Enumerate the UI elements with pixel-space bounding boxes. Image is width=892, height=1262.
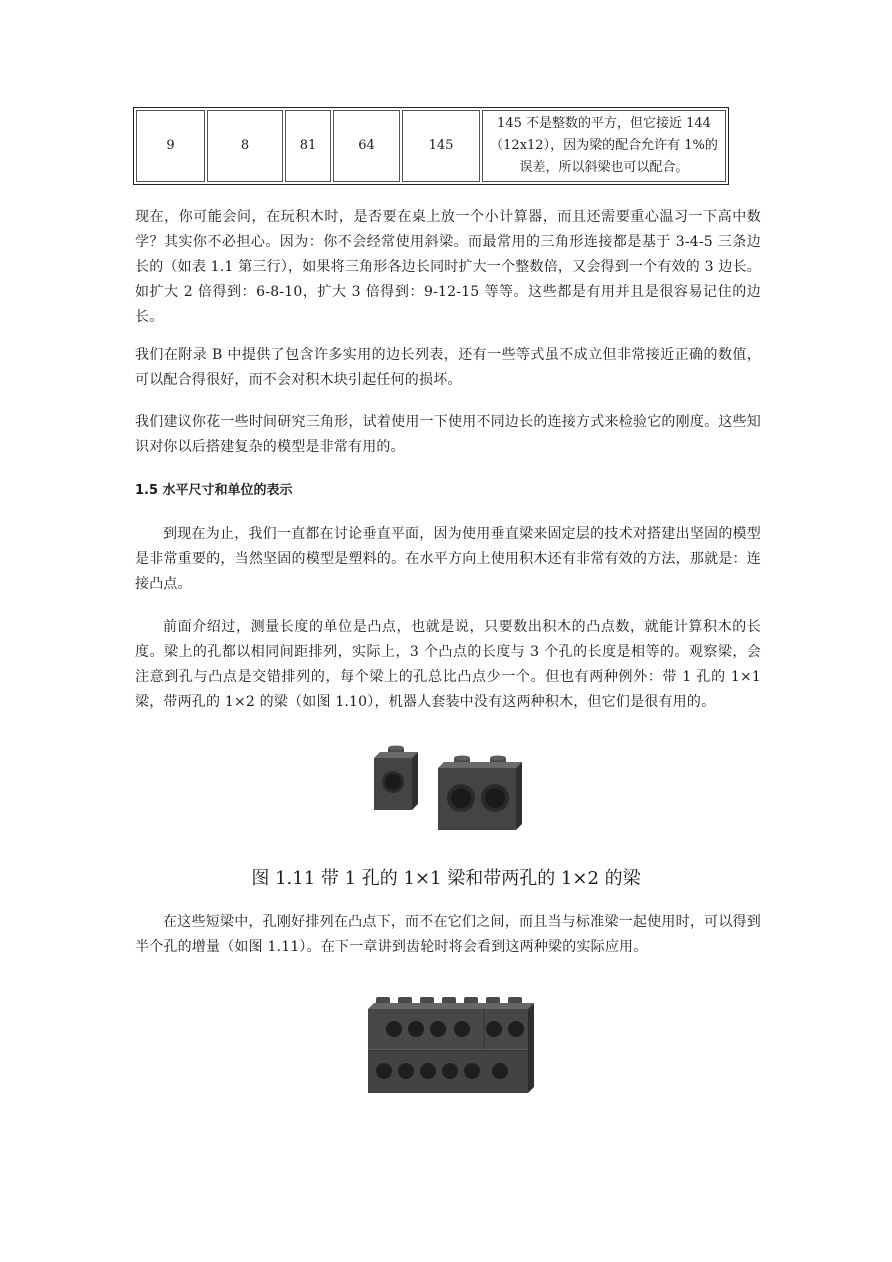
table-cell: 145 [402, 110, 480, 182]
paragraph: 我们建议你花一些时间研究三角形，试着使用一下使用不同边长的连接方式来检验它的刚度。这些知识对你以后搭建复杂的模型是非常有用的。 [135, 414, 761, 455]
one-by-two-beam-image [438, 756, 522, 831]
paragraph: 在这些短梁中，孔刚好排列在凸点下，而不在它们之间，而且当与标准梁一起使用时，可以得到半个孔的增量（如图 1.11）。在下一章讲到齿轮时将会看到这两种梁的实际应用。 [135, 914, 761, 955]
beam-figure-short [368, 744, 528, 832]
table-row [136, 110, 726, 182]
paragraph: 现在，你可能会问，在玩积木时，是否要在桌上放一个小计算器，而且还需要重心温习一下高中数学？其实你不必担心。因为：你不会经常使用斜梁。而最常用的三角形连接都是基于 3-4-5 三条边长的（如表 1.1 第三行），如果将三角形各边长同时扩大一个整数倍，又会得到一个有效的 3 边长。如扩大 2 倍得到：6-8-10，扩大 3 倍得到：9-12-15 等等。这些都是有用并且是很容易记住的边长。 [135, 209, 761, 325]
paragraph: 前面介绍过，测量长度的单位是凸点，也就是说，只要数出积木的凸点数，就能计算积木的长度。梁上的孔都以相同间距排列，实际上，3 个凸点的长度与 3 个孔的长度是相等的。观察梁，会注意到孔与凸点是交错排列的，每个梁上的孔总比凸点少一个。但也有两种例外：带 1 孔的 1×1 梁，带两孔的 1×2 的梁（如图 1.10），机器人套装中没有这两种积木，但它们是很有用的。 [135, 619, 761, 710]
data-table [133, 107, 729, 185]
paragraph: 我们在附录 B 中提供了包含许多实用的边长列表，还有一些等式虽不成立但非常接近正确的数值，可以配合得很好，而不会对积木块引起任何的损坏。 [135, 347, 761, 388]
one-by-one-beam-image [374, 746, 418, 811]
stacked-beams-image [368, 997, 534, 1093]
figure-caption: 图 1.11 带 1 孔的 1×1 梁和带两孔的 1×2 的梁 [251, 868, 641, 889]
section-heading: 1.5 水平尺寸和单位的表示 [135, 483, 293, 498]
table-cell: 64 [333, 110, 400, 182]
table-cell-note: 145 不是整数的平方，但它接近 144（12x12），因为梁的配合允许有 1%的误差，所以斜梁也可以配合。 [482, 110, 726, 182]
table-cell: 81 [285, 110, 331, 182]
beam-figure-stacked [368, 997, 534, 1097]
table-cell: 9 [136, 110, 205, 182]
paragraph: 到现在为止，我们一直都在讨论垂直平面，因为使用垂直梁来固定层的技术对搭建出坚固的模型是非常重要的，当然坚固的模型是塑料的。在水平方向上使用积木还有非常有效的方法，那就是：连接凸点。 [135, 526, 761, 592]
data-table-container [133, 107, 729, 185]
table-cell: 8 [207, 110, 283, 182]
